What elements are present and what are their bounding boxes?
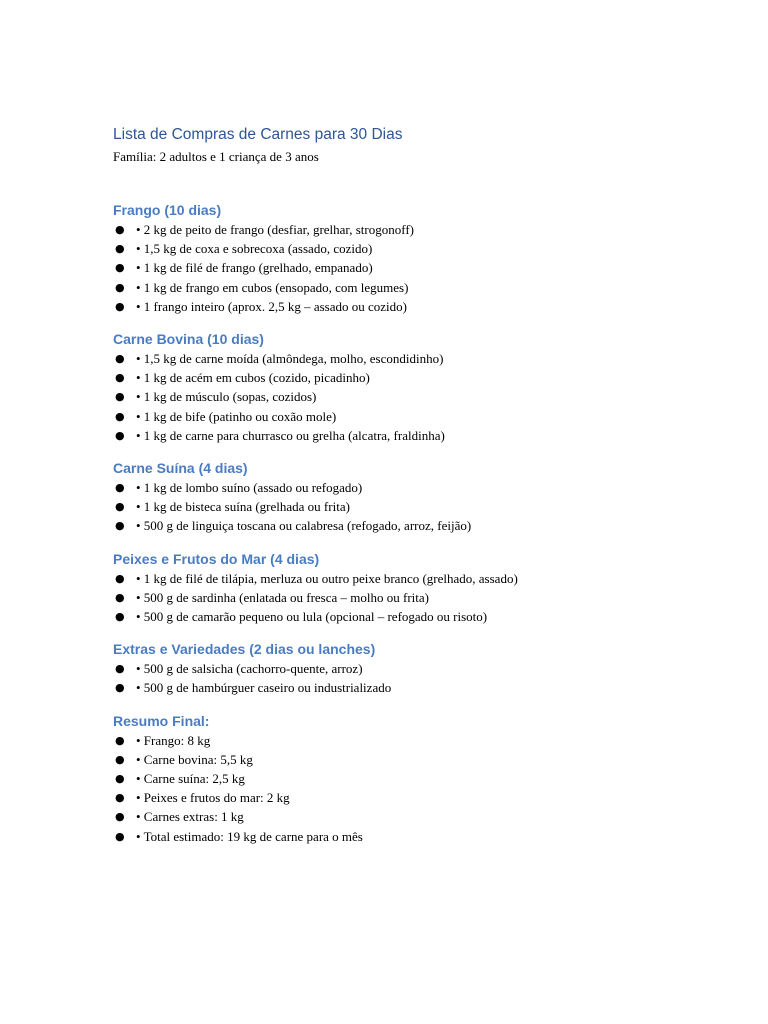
bullet-dot-icon: ● [115, 571, 125, 585]
bullet-list [113, 478, 713, 536]
list-item [113, 750, 713, 769]
bullet-dot-icon: ● [115, 280, 125, 294]
section-heading: Frango (10 dias) [113, 202, 222, 218]
list-item [113, 678, 713, 697]
list-item-text: • 1 kg de filé de frango (grelhado, empanado) [136, 260, 373, 276]
list-item [113, 368, 713, 387]
list-item [113, 497, 713, 516]
bullet-list [113, 569, 713, 627]
section [113, 639, 713, 697]
section [113, 200, 713, 316]
bullet-list [113, 220, 713, 316]
section-heading: Carne Suína (4 dias) [113, 460, 248, 477]
list-item [113, 349, 713, 368]
list-item [113, 659, 713, 678]
list-item [113, 607, 713, 626]
list-item-text: • 500 g de linguiça toscana ou calabresa (refogado, arroz, feijão) [136, 518, 472, 534]
list-item-text: • 1 kg de lombo suíno (assado ou refogado) [136, 480, 363, 496]
list-item-text: • 1 kg de carne para churrasco ou grelha (alcatra, fraldinha) [136, 427, 445, 443]
list-item-text: • 1 kg de filé de tilápia, merluza ou outro peixe branco (grelhado, assado) [136, 570, 518, 586]
section [113, 549, 713, 627]
list-item-text: • Carnes extras: 1 kg [136, 809, 244, 825]
bullet-dot-icon: ● [115, 829, 125, 843]
bullet-dot-icon: ● [115, 810, 125, 824]
list-item-text: • 1 kg de bisteca suína (grelhada ou frita) [136, 499, 350, 515]
section-heading: Extras e Variedades (2 dias ou lanches) [113, 641, 376, 658]
list-item-text: • 1,5 kg de carne moída (almôndega, molho, escondidinho) [136, 351, 444, 367]
bullet-dot-icon: ● [115, 371, 125, 385]
bullet-dot-icon: ● [115, 261, 125, 275]
section-heading: Carne Bovina (10 dias) [113, 331, 264, 348]
list-item [113, 827, 713, 846]
list-item [113, 407, 713, 426]
list-item [113, 588, 713, 607]
list-item [113, 731, 713, 750]
bullet-dot-icon: ● [115, 428, 125, 442]
bullet-dot-icon: ● [115, 481, 125, 495]
bullet-dot-icon: ● [115, 791, 125, 805]
list-item [113, 807, 713, 826]
bullet-dot-icon: ● [115, 352, 125, 366]
list-item [113, 258, 713, 277]
list-item-text: • 1 frango inteiro (aprox. 2,5 kg – assado ou cozido) [136, 298, 407, 314]
list-item-text: • Total estimado: 19 kg de carne para o mês [136, 828, 363, 844]
list-item [113, 788, 713, 807]
bullet-list [113, 349, 713, 445]
list-item [113, 516, 713, 535]
list-item [113, 220, 713, 239]
list-item-text: • 1 kg de músculo (sopas, cozidos) [136, 389, 317, 405]
list-item-text: • Peixes e frutos do mar: 2 kg [136, 790, 290, 806]
list-item-text: • 1 kg de frango em cubos (ensopado, com legumes) [136, 279, 409, 295]
document-content [113, 124, 713, 846]
bullet-dot-icon: ● [115, 223, 125, 236]
list-item [113, 569, 713, 588]
bullet-dot-icon: ● [115, 772, 125, 786]
section-heading: Peixes e Frutos do Mar (4 dias) [113, 550, 320, 567]
list-item [113, 769, 713, 788]
bullet-dot-icon: ● [115, 733, 125, 747]
bullet-dot-icon: ● [115, 519, 125, 533]
list-item-text: • 500 g de sardinha (enlatada ou fresca – molho ou frita) [136, 589, 429, 605]
section [113, 711, 713, 846]
list-item-text: • 1 kg de bife (patinho ou coxão mole) [136, 408, 337, 424]
list-item [113, 426, 713, 445]
bullet-dot-icon: ● [115, 409, 125, 423]
section-heading: Resumo Final: [113, 712, 210, 729]
list-item-text: • 2 kg de peito de frango (desfiar, grelhar, strogonoff) [136, 222, 414, 237]
list-item [113, 478, 713, 497]
list-item [113, 387, 713, 406]
list-item-text: • Frango: 8 kg [136, 732, 211, 748]
document-title: Lista de Compras de Carnes para 30 Dias [113, 126, 403, 143]
section [113, 329, 713, 445]
bullet-list [113, 659, 713, 697]
bullet-dot-icon: ● [115, 681, 125, 695]
sections-container [113, 200, 713, 846]
list-item [113, 278, 713, 297]
list-item-text: • 500 g de hambúrguer caseiro ou industrializado [136, 680, 392, 696]
bullet-dot-icon: ● [115, 390, 125, 404]
bullet-dot-icon: ● [115, 752, 125, 766]
bullet-dot-icon: ● [115, 242, 125, 256]
list-item [113, 297, 713, 316]
list-item-text: • 500 g de salsicha (cachorro-quente, arroz) [136, 661, 363, 677]
bullet-dot-icon: ● [115, 299, 125, 313]
list-item-text: • 500 g de camarão pequeno ou lula (opcional – refogado ou risoto) [136, 609, 488, 625]
list-item-text: • Carne bovina: 5,5 kg [136, 751, 253, 767]
section [113, 458, 713, 536]
document-subtitle: Família: 2 adultos e 1 criança de 3 anos [113, 149, 319, 164]
bullet-dot-icon: ● [115, 590, 125, 604]
bullet-dot-icon: ● [115, 610, 125, 624]
list-item-text: • 1 kg de acém em cubos (cozido, picadinho) [136, 370, 370, 386]
bullet-list [113, 731, 713, 846]
list-item-text: • Carne suína: 2,5 kg [136, 771, 245, 787]
list-item [113, 239, 713, 258]
bullet-dot-icon: ● [115, 500, 125, 514]
bullet-dot-icon: ● [115, 662, 125, 676]
list-item-text: • 1,5 kg de coxa e sobrecoxa (assado, cozido) [136, 241, 373, 257]
